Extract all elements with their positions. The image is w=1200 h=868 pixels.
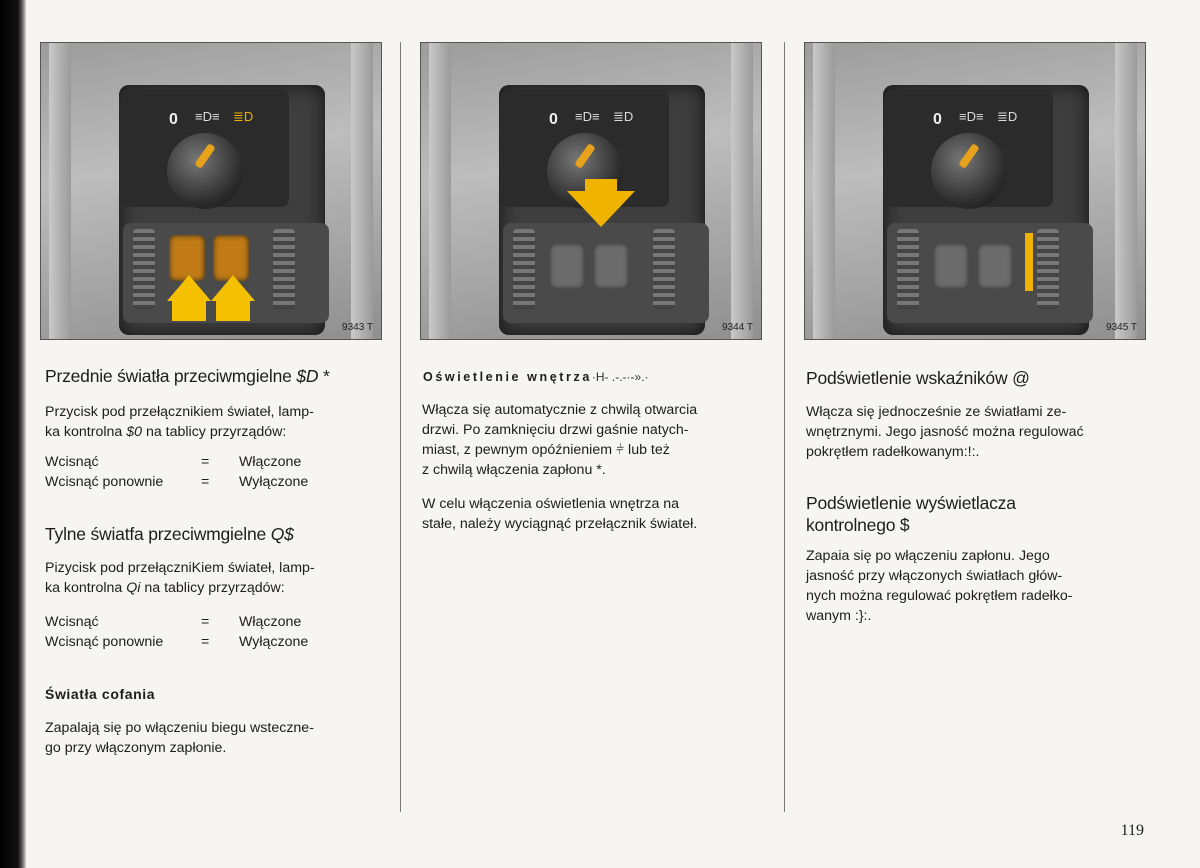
heading-instrument-illumination: Podświetlenie wskaźników @ (806, 368, 1030, 388)
page-number: 119 (1120, 822, 1144, 839)
figure-number: 9344 T (722, 322, 753, 333)
heading-display-illumination: Podświetlenie wyświetlacza kontrolnego $ (806, 493, 1016, 535)
light-switch-knob (931, 133, 1007, 209)
row-press-on: Wcisnąć = Włączone (45, 454, 302, 470)
dimmer-indicator (1025, 233, 1033, 291)
paragraph-interior-lighting: Włącza się automatycznie z chwilą otwarcia drzwi. Po zamknięciu drzwi gaśnie natych- miast, z pewnym opóźnieniem ⫩ lub też z chwilą włączenia zapłonu *. (422, 402, 698, 478)
paragraph-rear-fog-lights: Pizycisk pod przełączniKiem świateł, lamp- ka kontrolna Qi na tablicy przyrządów: (45, 560, 315, 596)
figure-number: 9345 T (1106, 322, 1137, 333)
arrow-down-icon (567, 191, 635, 227)
paragraph-instrument-illumination: Włącza się jednocześnie ze światłami ze- wnętrznymi. Jego jasność można regulować pokrętłem radełkowanym:!:. (806, 404, 1084, 460)
paragraph-reversing-lights: Zapalają się po włączeniu biegu wsteczne- go przy włączonym zapłonie. (45, 720, 314, 756)
arrow-up-icon (167, 275, 211, 301)
page-binding-shadow (0, 0, 26, 868)
paragraph-interior-lighting-permanent: W celu włączenia oświetlenia wnętrza na stałe, należy wyciągnąć przełącznik świateł. (422, 496, 698, 532)
figure-number: 9343 T (342, 322, 373, 333)
heading-rear-fog-lights: Tylne światfa przeciwmgielne Q$ (45, 524, 294, 544)
column-divider-2 (784, 42, 785, 812)
row-press-again-off-2: Wcisnąć ponownie = Wyłączone (45, 634, 309, 650)
heading-interior-lighting: Oświetlenie wnętrza·H- .-.-·-».· (423, 370, 649, 384)
row-press-again-off: Wcisnąć ponownie = Wyłączone (45, 474, 309, 490)
figure-instrument-illumination: 0 ≡D≡ ≣D 9345 T (804, 42, 1146, 340)
arrow-up-icon (211, 275, 255, 301)
figure-fog-light-switches: 0 ≡D≡ ≣D 9343 T (40, 42, 382, 340)
heading-front-fog-lights: Przednie światła przeciwmgielne $D * (45, 366, 330, 386)
row-press-on-2: Wcisnąć = Włączone (45, 614, 302, 630)
figure-interior-light-switch: 0 ≡D≡ ≣D 9344 T (420, 42, 762, 340)
paragraph-front-fog-lights: Przycisk pod przełącznikiem świateł, lamp- ka kontrolna $0 na tablicy przyrządów: (45, 404, 314, 440)
light-switch-knob (167, 133, 243, 209)
paragraph-display-illumination: Zapaia się po włączeniu zapłonu. Jego jasność przy włączonych światłach głów- nych można regulować pokrętłem radełko- wanym :}:. (806, 548, 1073, 624)
heading-reversing-lights: Światła cofania (45, 686, 156, 702)
column-divider-1 (400, 42, 401, 812)
